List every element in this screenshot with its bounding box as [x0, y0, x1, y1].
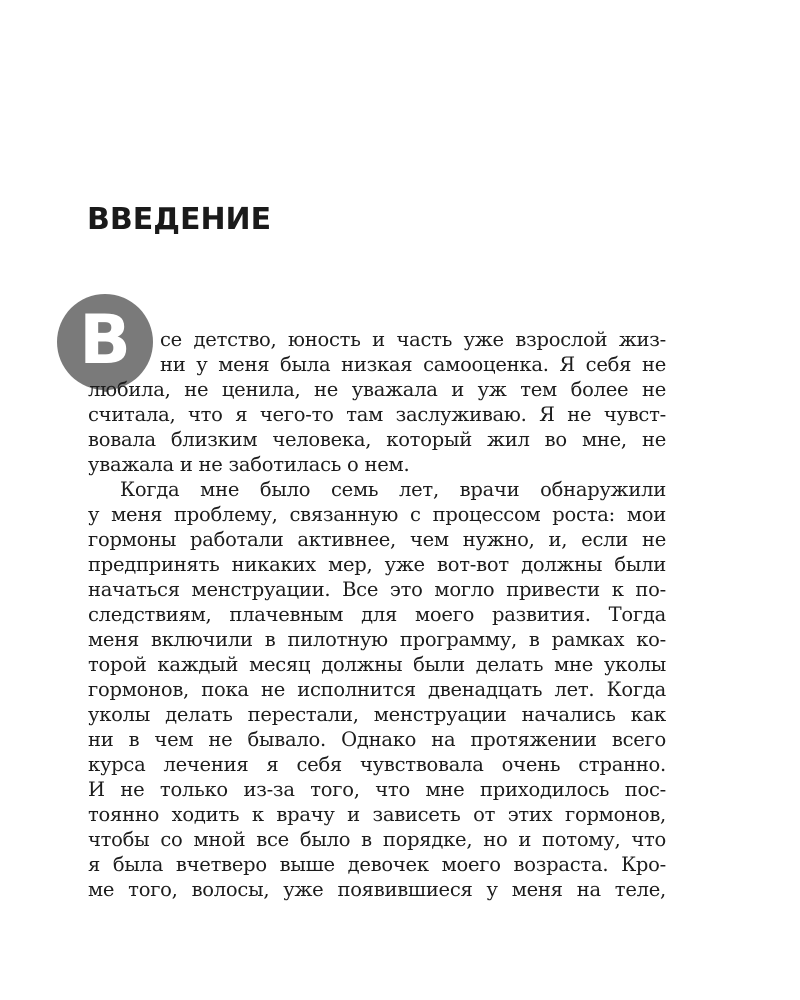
text-line: гормоны работали активнее, чем нужно, и, если не	[88, 528, 666, 551]
text-line: торой каждый месяц должны были делать мне уколы	[88, 653, 666, 676]
text-line: любила, не ценила, не уважала и уж тем более не	[88, 378, 666, 401]
text-line: Когда мне было семь лет, врачи обнаружили	[120, 478, 666, 501]
text-line: тоянно ходить к врачу и зависеть от этих гормонов,	[88, 803, 666, 826]
text-line: ни в чем не бывало. Однако на протяжении всего	[88, 728, 666, 751]
chapter-title: ВВЕДЕНИЕ	[87, 202, 272, 237]
text-line: И не только из-за того, что мне приходилось пос-	[88, 778, 666, 801]
text-line: чтобы со мной все было в порядке, но и потому, что	[88, 828, 666, 851]
text-line: се детство, юность и часть уже взрослой жиз-	[160, 328, 666, 351]
text-line: вовала близким человека, который жил во мне, не	[88, 428, 666, 451]
text-line: у меня проблему, связанную с процессом роста: мои	[88, 503, 666, 526]
text-line: уколы делать перестали, менструации начались как	[88, 703, 666, 726]
text-line: уважала и не заботилась о нем.	[88, 453, 410, 476]
text-line: меня включили в пилотную программу, в рамках ко-	[88, 628, 666, 651]
text-line: начаться менструации. Все это могло привести к по-	[88, 578, 666, 601]
body-text	[88, 327, 666, 902]
text-line: гормонов, пока не исполнится двенадцать лет. Когда	[88, 678, 666, 701]
text-line: следствиям, плачевным для моего развития. Тогда	[88, 603, 666, 626]
text-line: курса лечения я себя чувствовала очень странно.	[88, 753, 666, 776]
text-line: я была вчетверо выше девочек моего возраста. Кро-	[88, 853, 666, 876]
text-line: предпринять никаких мер, уже вот-вот должны были	[88, 553, 666, 576]
drop-cap-letter: В	[79, 301, 131, 380]
text-line: ни у меня была низкая самооценка. Я себя не	[160, 353, 666, 376]
text-line: считала, что я чего-то там заслуживаю. Я не чувст-	[88, 403, 666, 426]
text-line: ме того, волосы, уже появившиеся у меня на теле,	[88, 878, 666, 901]
